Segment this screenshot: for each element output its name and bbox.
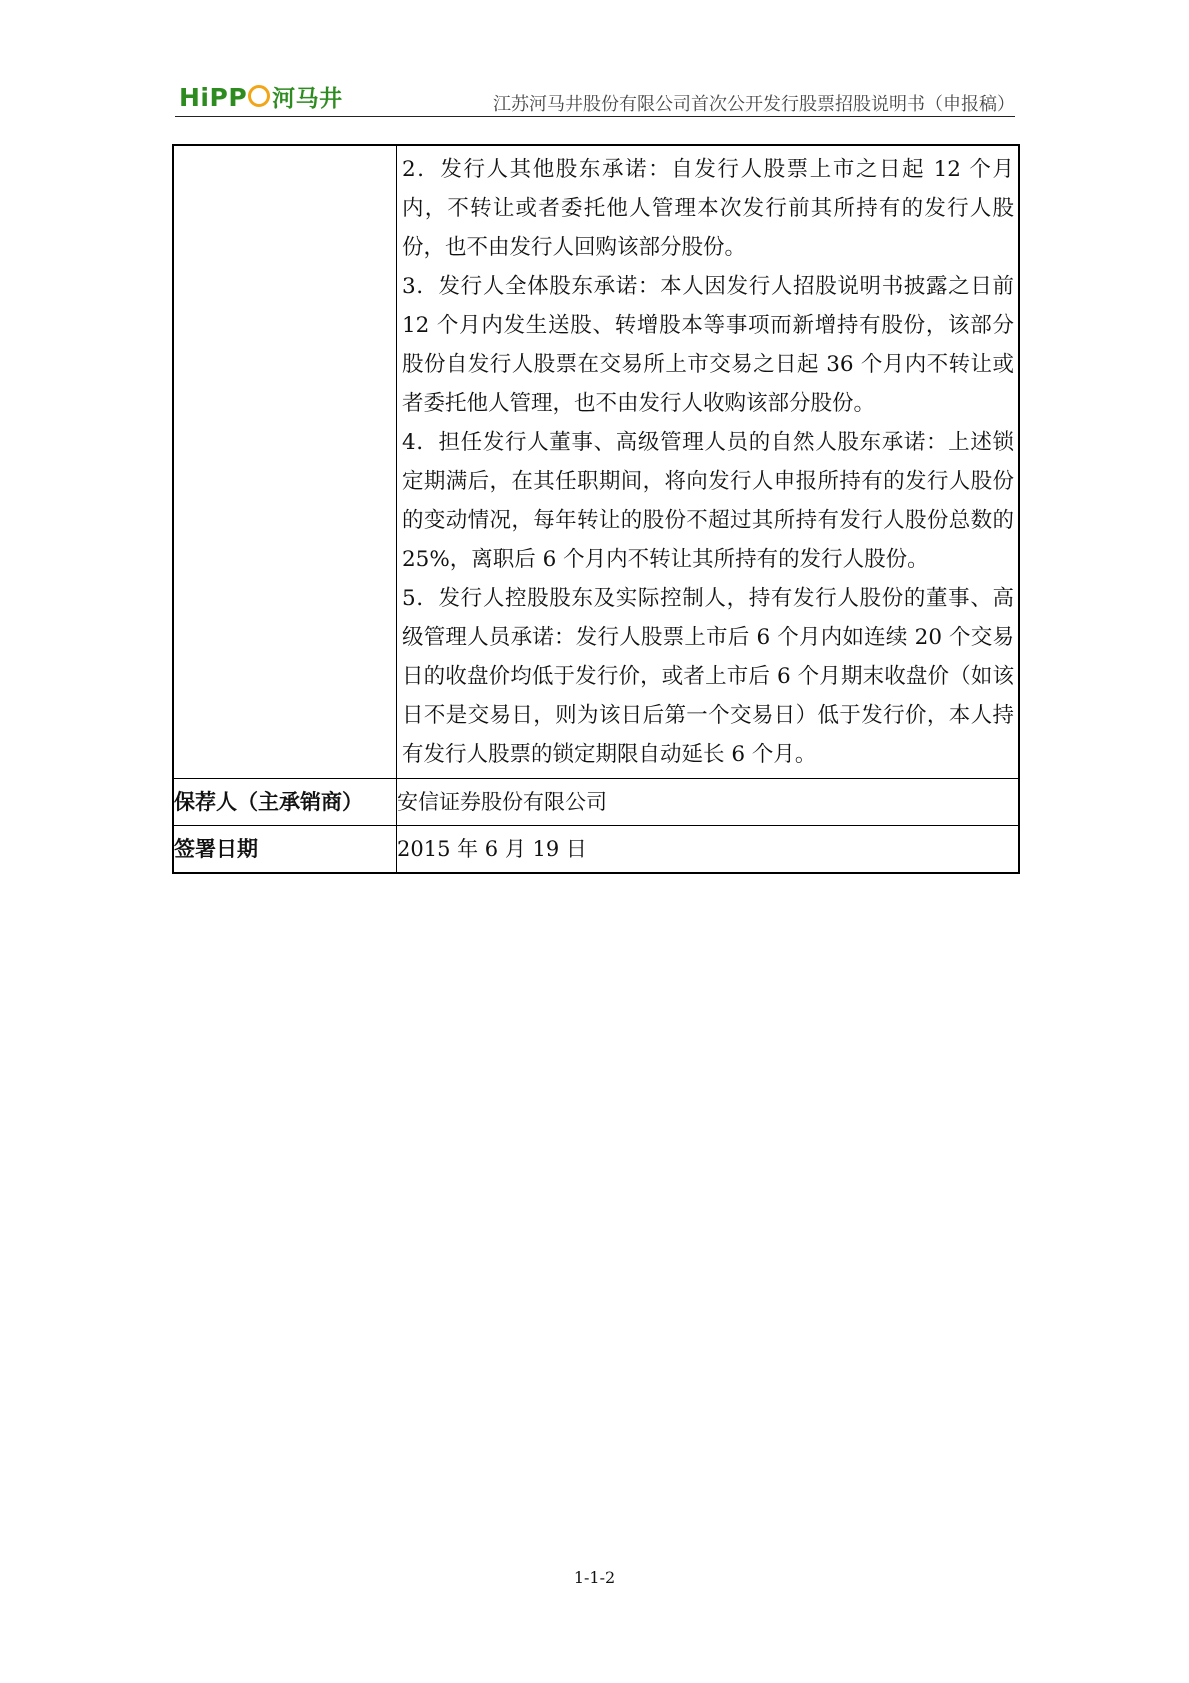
logo-ring-icon: [248, 85, 270, 107]
commitment-item-4: 4．担任发行人董事、高级管理人员的自然人股东承诺：上述锁定期满后，在其任职期间，将向发行人申报所持有的发行人股份的变动情况，每年转让的股份不超过其所持有发行人股份总数的 25%，离职后 6 个月内不转让其所持有的发行人股份。: [402, 430, 1014, 572]
table-row-date: [173, 826, 1019, 874]
commitment-item-3: 3．发行人全体股东承诺：本人因发行人招股说明书披露之日前 12 个月内发生送股、转增股本等事项而新增持有股份，该部分股份自发行人股票在交易所上市交易之日起 36 个月内不转让或者委托他人管理，也不由发行人收购该部分股份。: [402, 274, 1014, 416]
document-title: 江苏河马井股份有限公司首次公开发行股票招股说明书（申报稿）: [493, 94, 1015, 115]
sponsor-value: 安信证券股份有限公司: [397, 779, 1020, 826]
date-value: 2015 年 6 月 19 日: [397, 826, 1020, 874]
commitment-item-5: 5．发行人控股股东及实际控制人，持有发行人股份的董事、高级管理人员承诺：发行人股票上市后 6 个月内如连续 20 个交易日的收盘价均低于发行价，或者上市后 6 个月期末收盘价（如该日不是交易日，则为该日后第一个交易日）低于发行价，本人持有发行人股票的锁定期限自动延长 6 个月。: [402, 586, 1014, 767]
logo-cn-text: 河马井: [272, 86, 343, 112]
empty-label-cell: [173, 145, 397, 779]
company-logo: [179, 84, 343, 113]
sponsor-label: 保荐人（主承销商）: [173, 779, 397, 826]
page-header: [175, 84, 1015, 117]
table-row-sponsor: [173, 779, 1019, 826]
logo-text: HiPP: [179, 83, 248, 112]
date-label: 签署日期: [173, 826, 397, 874]
table-row-commitments: [173, 145, 1019, 779]
commitments-cell: [397, 145, 1020, 779]
page-number: 1-1-2: [573, 1568, 616, 1587]
info-table: [172, 144, 1020, 874]
commitment-item-2: 2．发行人其他股东承诺：自发行人股票上市之日起 12 个月内，不转让或者委托他人管理本次发行前其所持有的发行人股份，也不由发行人回购该部分股份。: [402, 157, 1014, 260]
